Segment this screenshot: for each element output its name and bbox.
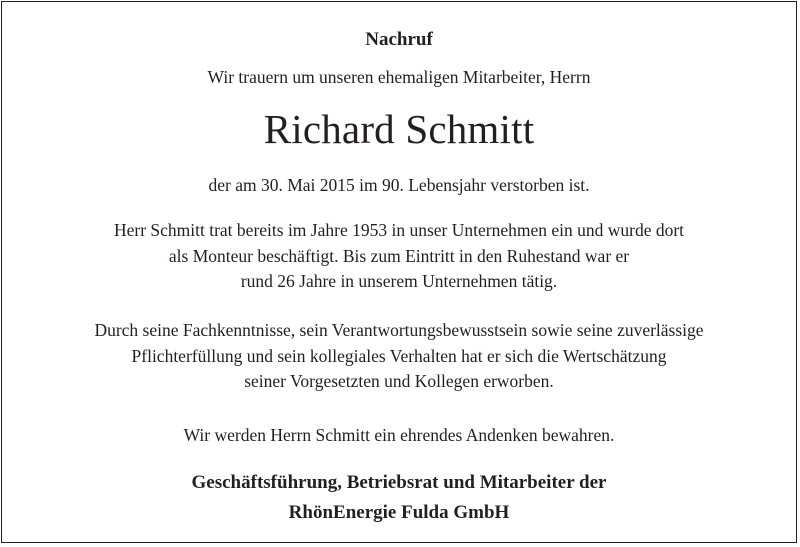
obituary-notice (1, 1, 797, 543)
death-date-line: der am 30. Mai 2015 im 90. Lebensjahr verstorben ist. (208, 175, 590, 195)
notice-heading: Nachruf (365, 29, 433, 50)
closing-line: Wir werden Herrn Schmitt ein ehrendes Andenken bewahren. (183, 425, 615, 445)
signature-line: Geschäftsführung, Betriebsrat und Mitarbeiter der (191, 472, 607, 493)
paragraph-line: Durch seine Fachkenntnisse, sein Verantwortungsbewusstsein sowie seine zuverlässige (94, 320, 704, 340)
paragraph-line: als Monteur beschäftigt. Bis zum Eintritt in den Ruhestand war er (168, 245, 630, 266)
paragraph-line: seiner Vorgesetzten und Kollegen erworben. (244, 371, 554, 391)
company-name: RhönEnergie Fulda GmbH (288, 502, 510, 523)
paragraph-line: rund 26 Jahre in unserem Unternehmen tätig. (240, 271, 558, 291)
paragraph-line: Herr Schmitt trat bereits im Jahre 1953 in unser Unternehmen ein und wurde dort (113, 220, 685, 240)
career-paragraph (2, 218, 796, 295)
intro-line: Wir trauern um unseren ehemaligen Mitarbeiter, Herrn (207, 67, 591, 87)
signature-block (2, 468, 796, 528)
paragraph-line: Pflichterfüllung und sein kollegiales Verhalten hat er sich die Wertschätzung (131, 345, 667, 366)
deceased-name: Richard Schmitt (263, 106, 535, 152)
appreciation-paragraph (2, 318, 796, 395)
